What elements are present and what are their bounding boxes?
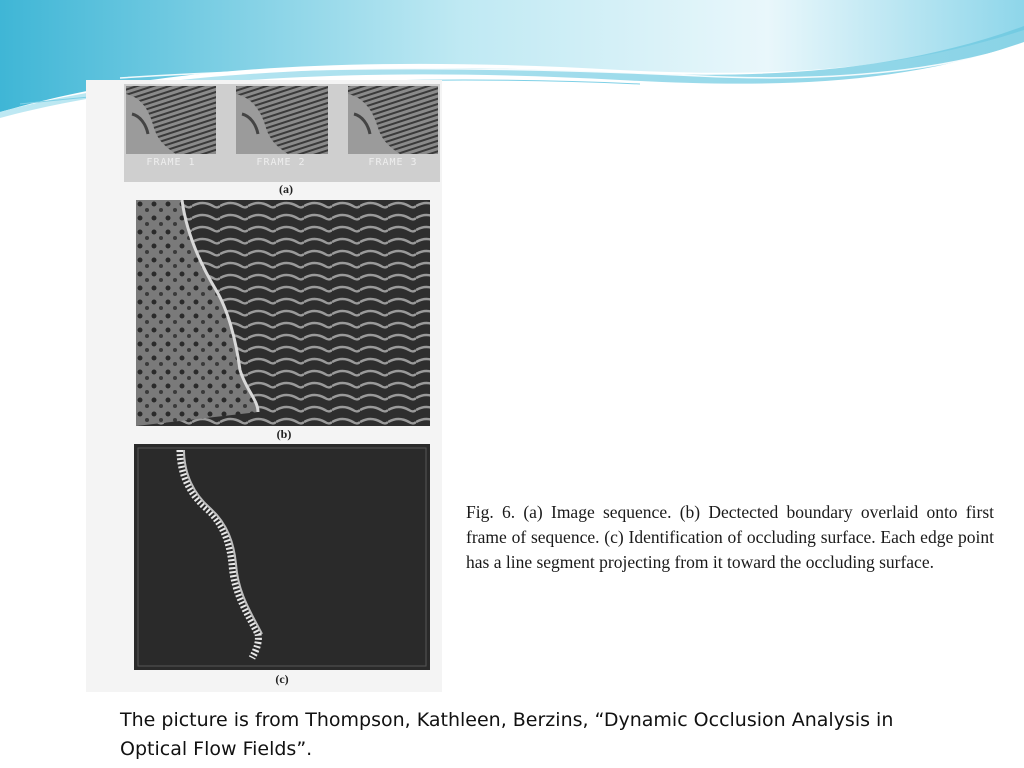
frame-label-1: FRAME 1 bbox=[146, 157, 196, 168]
frame-strip bbox=[124, 84, 440, 182]
frame-1-image bbox=[126, 86, 216, 154]
frame-2-image bbox=[236, 86, 328, 154]
frame-label-2: FRAME 2 bbox=[256, 157, 306, 168]
attribution-text: The picture is from Thompson, Kathleen, Berzins, “Dynamic Occlusion Analysis in Optical Flow Fields”. bbox=[120, 709, 894, 760]
sub-label-c: (c) bbox=[275, 672, 289, 686]
sub-label-b: (b) bbox=[276, 427, 292, 441]
occluding-surface-image bbox=[134, 444, 430, 670]
sub-label-a: (a) bbox=[279, 182, 293, 196]
frame-3-image bbox=[348, 86, 438, 154]
figure-caption: Fig. 6. (a) Image sequence. (b) Dectected boundary overlaid onto first frame of sequence. (c) Identification of occluding surface. Each edge point has a line segment projecting from it toward the occluding surface. bbox=[466, 502, 994, 572]
boundary-overlay-image bbox=[136, 200, 430, 426]
frame-label-3: FRAME 3 bbox=[368, 157, 418, 168]
